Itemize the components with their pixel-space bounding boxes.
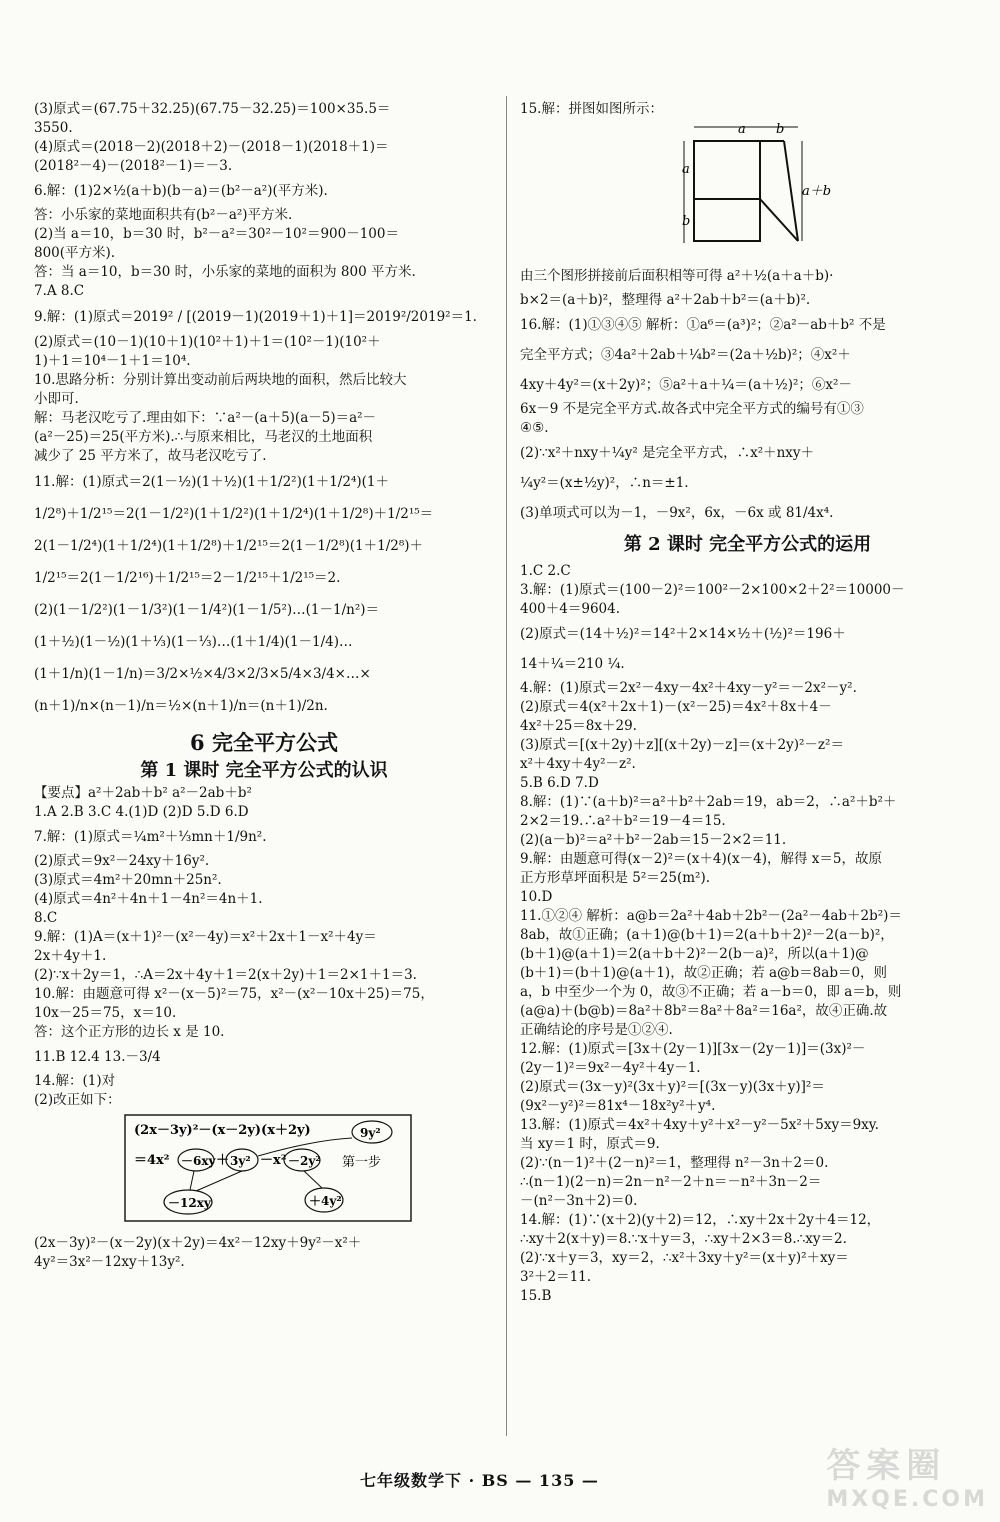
diagram-line2: ＝4x² (134, 1153, 170, 1168)
answer-line: 3550. (34, 120, 73, 136)
answer-line: b×2＝(a＋b)²，整理得 a²＋2ab＋b²＝(a＋b)². (520, 292, 811, 308)
label-b: b (776, 123, 785, 137)
lesson-title: 第 2 课时 完全平方公式的运用 (623, 534, 872, 555)
answer-line: (2)原式＝(3x－y)²(3x＋y)²＝[(3x－y)(3x＋y)]²＝ (520, 1079, 825, 1095)
answer-line: 5.B 6.D 7.D (520, 775, 599, 791)
answer-line: 14.解：(1)∵(x＋2)(y＋2)＝12，∴xy＋2x＋2y＋4＝12， (520, 1212, 881, 1228)
answer-line: 6.解：(1)2×½(a＋b)(b－a)＝(b²－a²)(平方米). (34, 183, 328, 199)
answer-line: 4.解：(1)原式＝2x²－4xy－4x²＋4xy－y²＝－2x²－y². (520, 680, 857, 696)
diagram-circle: ＋4y² (309, 1194, 342, 1208)
answer-line: 3.解：(1)原式＝(100－2)²＝100²－2×100×2＋2²＝10000－ (520, 582, 905, 598)
answer-line: 2x＋4y＋1. (34, 948, 107, 964)
answer-line: (2)∵(n－1)²＋(2－n)²＝1，整理得 n²－3n＋2＝0. (520, 1155, 829, 1171)
answer-line: 9.解：由题意可得(x－2)²＝(x＋4)(x－4)，解得 x＝5，故原 (520, 851, 882, 867)
answer-line: 13.解：(1)原式＝4x²＋4xy＋y²＋x²－y²－5x²＋5xy＝9xy. (520, 1117, 879, 1133)
diagram-circle: －2y² (288, 1154, 321, 1168)
answer-line: 14.解：(1)对 (34, 1073, 116, 1089)
answer-line: 1.C 2.C (520, 563, 571, 579)
left-column (34, 100, 494, 1272)
answer-line: 800(平方米). (34, 245, 116, 261)
answer-line: 由三个图形拼接前后面积相等可得 a²＋½(a＋a＋b)· (520, 268, 834, 284)
answer-line: 10.解：由题意可得 x²－(x－5)²＝75，x²－(x²－10x＋25)＝75， (34, 986, 434, 1002)
lesson-title: 第 1 课时 完全平方公式的认识 (140, 760, 388, 781)
answer-line: (9x²－y²)²＝81x⁴－18x²y²＋y⁴. (520, 1098, 716, 1114)
answer-line: 7.A 8.C (34, 283, 85, 299)
answer-line: (2y－1)²＝9x²－4y²＋4y－1. (520, 1060, 701, 1076)
answer-line: (4)原式＝(2018－2)(2018＋2)－(2018－1)(2018＋1)＝ (34, 139, 389, 155)
diagram-mid: －x² (260, 1153, 287, 1168)
section-title: 6 完全平方公式 (190, 730, 338, 755)
answer-line: (4)原式＝4n²＋4n＋1－4n²＝4n＋1. (34, 891, 263, 907)
answer-line: 减少了 25 平方米了，故马老汉吃亏了. (34, 448, 267, 464)
answer-line: (2)∵x＋2y＝1，∴A＝2x＋4y＋1＝2(x＋2y)＋1＝2×1＋1＝3. (34, 967, 417, 983)
label-b-side: b (682, 214, 691, 229)
answer-line: 4x²＋25＝8x＋29. (520, 718, 637, 734)
answer-line: 10.思路分析：分别计算出变动前后两块地的面积，然后比较大 (34, 372, 407, 388)
answer-line: 16.解：(1)①③④⑤ 解析：①a⁶＝(a³)²；②a²－ab＋b² 不是 (520, 317, 886, 333)
correction-diagram (34, 1114, 494, 1228)
label-ab: a＋b (802, 184, 832, 199)
column-divider (506, 96, 507, 1436)
watermark-text: 答案圈 (826, 1446, 947, 1486)
answer-line: 15.B (520, 1288, 552, 1304)
answer-line: 答：这个正方形的边长 x 是 10. (34, 1024, 225, 1040)
label-a-side: a (682, 162, 690, 177)
answer-line: 1/2⁸)＋1/2¹⁵＝2(1－1/2²)(1＋1/2²)(1＋1/2⁴)(1＋1/2⁸)＋1/2¹⁵＝ (34, 506, 434, 522)
answer-line: (2)改正如下： (34, 1092, 121, 1108)
answer-line: (a²－25)＝25(平方米).∴与原来相比，马老汉的土地面积 (34, 429, 373, 445)
answer-line: 9.解：(1)A＝(x＋1)²－(x²－4y)＝x²＋2x＋1－x²＋4y＝ (34, 929, 377, 945)
answer-line: (b＋1)＝(b＋1)@(a＋1)，故②正确；若 a@b＝8ab＝0，则 (520, 965, 888, 981)
answer-line: ④⑤. (520, 420, 549, 436)
right-column (520, 100, 975, 1306)
answer-line: 9.解：(1)原式＝2019² / [(2019－1)(2019＋1)＋1]＝2019²/2019²＝1. (34, 309, 477, 325)
answer-line: (2)(a－b)²＝a²＋b²－2ab＝15－2×2＝11. (520, 832, 787, 848)
answer-line: (n＋1)/n×(n－1)/n＝½×(n＋1)/n＝(n＋1)/2n. (34, 698, 328, 714)
answer-line: 8ab，故①正确；(a＋1)@(b＋1)＝2(a＋b＋2)²－2(a－b)²， (520, 927, 894, 943)
answer-line: 7.解：(1)原式＝¼m²＋⅓mn＋1/9n². (34, 829, 267, 845)
watermark-url: MXQE.COM (826, 1487, 988, 1512)
page-footer: 七年级数学下 · BS — 135 — (360, 1471, 599, 1490)
answer-line: (2x－3y)²－(x－2y)(x＋2y)＝4x²－12xy＋9y²－x²＋ (34, 1235, 362, 1251)
diagram-plus: ＋ (216, 1153, 230, 1168)
answer-line: (2)原式＝(10－1)(10＋1)(10²＋1)＋1＝(10²－1)(10²＋ (34, 334, 381, 350)
answer-line: 2(1－1/2⁴)(1＋1/2⁴)(1＋1/2⁸)＋1/2¹⁵＝2(1－1/2⁸)(1＋1/2⁸)＋ (34, 538, 424, 554)
answer-line: (2)原式＝4(x²＋2x＋1)－(x²－25)＝4x²＋8x＋4－ (520, 699, 832, 715)
diagram-circle: 3y² (230, 1154, 251, 1168)
label-a: a (738, 123, 746, 137)
answer-line: 4xy＋4y²＝(x＋2y)²；⑤a²＋a＋¼＝(a＋½)²；⑥x²－ (520, 377, 852, 393)
answer-line: 8.解：(1)∵(a＋b)²＝a²＋b²＋2ab＝19，ab＝2，∴a²＋b²＋ (520, 794, 897, 810)
answer-line: 1.A 2.B 3.C 4.(1)D (2)D 5.D 6.D (34, 804, 249, 820)
answer-line: 6x－9 不是完全平方式.故各式中完全平方式的编号有①③ (520, 401, 864, 417)
diagram-circle: －6xy (181, 1154, 216, 1168)
answer-line: (3)单项式可以为－1，－9x²，6x，－6x 或 81/4x⁴. (520, 505, 834, 521)
watermark-logo (826, 1438, 988, 1512)
answer-line: 小即可. (34, 391, 79, 407)
answer-line: 完全平方式；③4a²＋2ab＋¼b²＝(2a＋½b)²；④x²＋ (520, 347, 851, 363)
answer-line: (a@a)＋(b@b)＝8a²＋8b²＝8a²＋8a²＝16a²，故④正确.故 (520, 1003, 888, 1019)
answer-line: 1/2¹⁵＝2(1－1/2¹⁶)＋1/2¹⁵＝2－1/2¹⁵＋1/2¹⁵＝2. (34, 570, 341, 586)
answer-line: 11.解：(1)原式＝2(1－½)(1＋½)(1＋1/2²)(1＋1/2⁴)(1＋ (34, 474, 389, 490)
answer-line: (b＋1)@(a＋1)＝2(a＋b＋2)²－2(b－a)²，所以(a＋1)@ (520, 946, 869, 962)
answer-line: 4y²＝3x²－12xy＋13y². (34, 1254, 185, 1270)
answer-line: (1＋1/n)(1－1/n)＝3/2×½×4/3×2/3×5/4×3/4×…× (34, 666, 371, 682)
answer-line: 12.解：(1)原式＝[3x＋(2y－1)][3x－(2y－1)]＝(3x)²－ (520, 1041, 866, 1057)
answer-line: (2)原式＝(14＋½)²＝14²＋2×14×½＋(½)²＝196＋ (520, 626, 846, 642)
answer-line: 10x－25＝75，x＝10. (34, 1005, 177, 1021)
tiling-diagram (520, 123, 975, 255)
answer-line: 11.①②④ 解析：a@b＝2a²＋4ab＋2b²－(2a²－4ab＋2b²)＝ (520, 908, 902, 924)
diagram-circle: 9y² (360, 1126, 381, 1140)
answer-line: 答：当 a＝10，b＝30 时，小乐家的菜地的面积为 800 平方米. (34, 264, 416, 280)
answer-line: 正确结论的序号是①②④. (520, 1022, 673, 1038)
answer-line: 答：小乐家的菜地面积共有(b²－a²)平方米. (34, 207, 293, 223)
answer-line: (2018²－4)－(2018²－1)＝－3. (34, 158, 233, 174)
diagram-line1: (2x－3y)²－(x－2y)(x＋2y) (134, 1123, 311, 1138)
answer-line: 14＋¼＝210 ¼. (520, 656, 625, 672)
answer-line: (2)∵x²＋nxy＋¼y² 是完全平方式，∴x²＋nxy＋ (520, 445, 815, 461)
diagram-circle: －12xy (168, 1196, 211, 1210)
answer-line: 1)＋1＝10⁴－1＋1＝10⁴. (34, 353, 191, 369)
answer-line: 解：马老汉吃亏了.理由如下：∵a²－(a＋5)(a－5)＝a²－ (34, 410, 377, 426)
answer-line: 11.B 12.4 13.－3/4 (34, 1049, 161, 1065)
answer-line: (3)原式＝4m²＋20mn＋25n². (34, 872, 222, 888)
answer-line: a，b 中至少一个为 0，故③不正确；若 a－b＝0，即 a＝b，则 (520, 984, 902, 1000)
answer-line: (2)当 a＝10，b＝30 时，b²－a²＝30²－10²＝900－100＝ (34, 226, 399, 242)
answer-line: ∴(n－1)(2－n)＝2n－n²－2＋n＝－n²＋3n－2＝ (520, 1174, 822, 1190)
answer-line: ¼y²＝(x±½y)²，∴n＝±1. (520, 475, 689, 491)
diagram-step-label: 第一步 (342, 1155, 382, 1170)
answer-line: (2)(1－1/2²)(1－1/3²)(1－1/4²)(1－1/5²)…(1－1/n²)＝ (34, 602, 380, 618)
answer-line: 8.C (34, 910, 58, 926)
answer-line: 400＋4＝9604. (520, 601, 621, 617)
answer-line: (3)原式＝[(x＋2y)＋z][(x＋2y)－z]＝(x＋2y)²－z²＝ (520, 737, 844, 753)
answer-line: (1＋½)(1－½)(1＋⅓)(1－⅓)…(1＋1/4)(1－1/4)… (34, 634, 353, 650)
answer-line: －(n²－3n＋2)＝0. (520, 1193, 638, 1209)
answer-line: (3)原式＝(67.75＋32.25)(67.75－32.25)＝100×35.5＝ (34, 101, 391, 117)
answer-line: 10.D (520, 889, 553, 905)
answer-line: ∴xy＋2(x＋y)＝8.∵x＋y＝3，∴xy＋2×3＝8.∴xy＝2. (520, 1231, 847, 1247)
answer-line: (2)∵x＋y＝3，xy＝2，∴x²＋3xy＋y²＝(x＋y)²＋xy＝ (520, 1250, 849, 1266)
answer-line: 2×2＝19.∴a²＋b²＝19－4＝15. (520, 813, 726, 829)
answer-line: 3²＋2＝11. (520, 1269, 592, 1285)
answer-line: 15.解：拼图如图所示： (520, 101, 663, 117)
answer-line: 【要点】a²＋2ab＋b² a²－2ab＋b² (34, 785, 252, 801)
answer-line: (2)原式＝9x²－24xy＋16y². (34, 853, 210, 869)
answer-line: 当 xy＝1 时，原式＝9. (520, 1136, 660, 1152)
answer-line: 正方形草坪面积是 5²＝25(m²). (520, 870, 711, 886)
answer-line: x²＋4xy＋4y²－z². (520, 756, 636, 772)
